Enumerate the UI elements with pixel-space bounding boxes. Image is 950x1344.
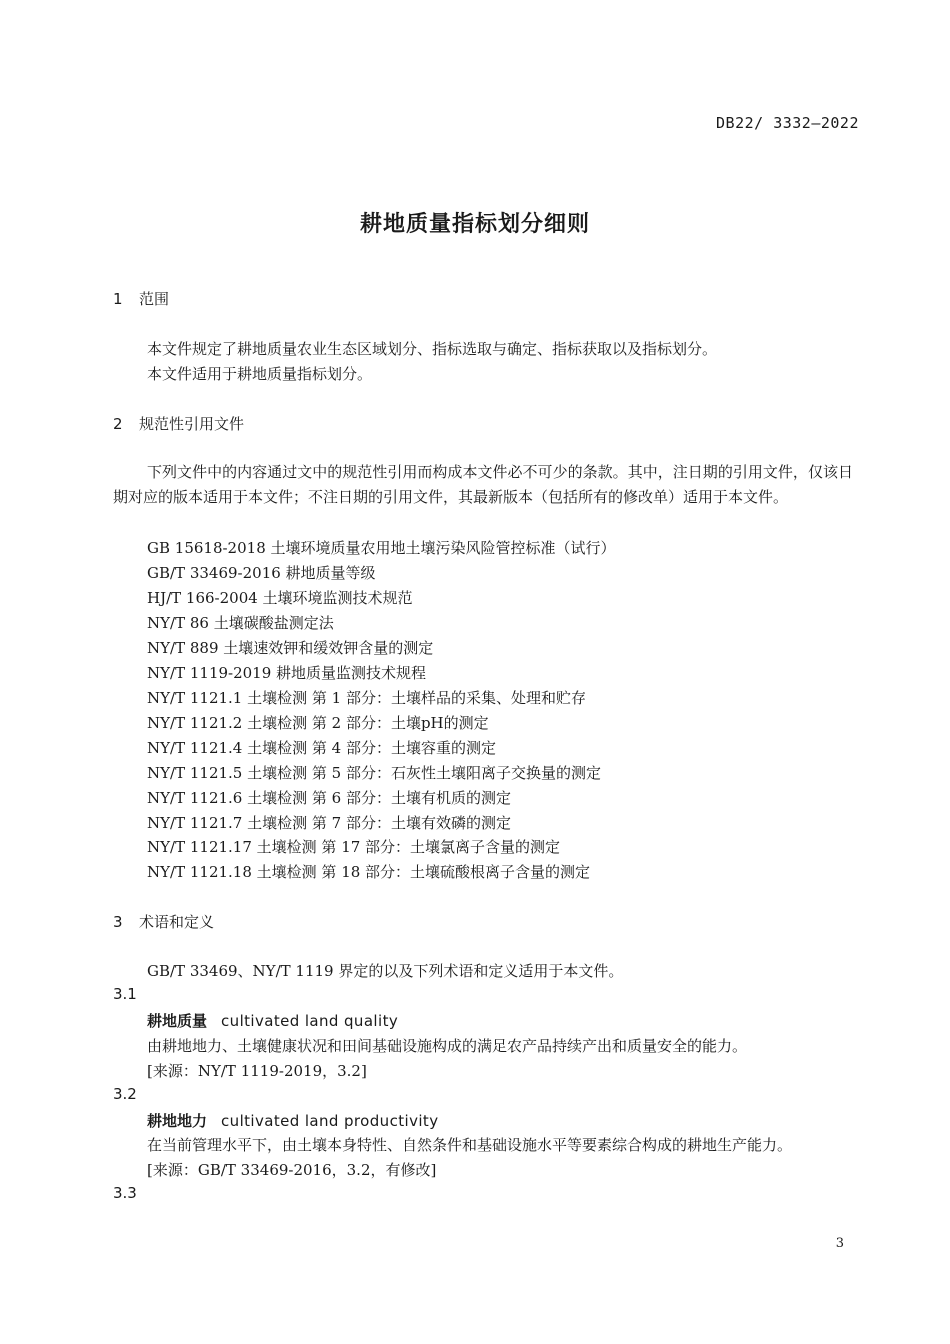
section-3-heading <box>113 911 214 932</box>
reference-item: NY/T 1121.4 土壤检测 第 4 部分：土壤容重的测定 <box>147 739 496 757</box>
section-title: 术语和定义 <box>139 913 215 931</box>
term-number: 3.2 <box>113 1085 137 1103</box>
term-number: 3.3 <box>113 1184 137 1202</box>
reference-item: GB/T 33469-2016 耕地质量等级 <box>147 564 376 582</box>
paragraph: 本文件适用于耕地质量指标划分。 <box>147 365 373 383</box>
reference-item: NY/T 1119-2019 耕地质量监测技术规程 <box>147 664 427 682</box>
reference-item: GB 15618-2018 土壤环境质量农用地土壤污染风险管控标准（试行） <box>147 539 616 557</box>
term-number: 3.1 <box>113 985 137 1003</box>
reference-item: NY/T 1121.1 土壤检测 第 1 部分：土壤样品的采集、处理和贮存 <box>147 689 586 707</box>
section-title: 范围 <box>139 290 170 308</box>
term-heading <box>147 1010 398 1031</box>
document-code: DB22/ 3332—2022 <box>716 114 859 132</box>
reference-item: NY/T 1121.17 土壤检测 第 17 部分：土壤氯离子含量的测定 <box>147 838 561 856</box>
term-name-cn: 耕地地力 <box>147 1112 208 1130</box>
reference-item: NY/T 1121.2 土壤检测 第 2 部分：土壤pH的测定 <box>147 714 489 732</box>
term-name-en: cultivated land quality <box>221 1012 399 1030</box>
document-title: 耕地质量指标划分细则 <box>359 212 590 237</box>
section-2-heading <box>113 413 244 434</box>
reference-item: HJ/T 166-2004 土壤环境监测技术规范 <box>147 589 413 607</box>
reference-item: NY/T 1121.18 土壤检测 第 18 部分：土壤硫酸根离子含量的测定 <box>147 863 591 881</box>
page-number: 3 <box>835 1236 844 1251</box>
term-source: [来源：NY/T 1119-2019，3.2] <box>147 1062 367 1080</box>
term-name-en: cultivated land productivity <box>221 1112 439 1130</box>
term-source: [来源：GB/T 33469-2016，3.2，有修改] <box>147 1161 437 1179</box>
section-title: 规范性引用文件 <box>139 415 245 433</box>
paragraph: 本文件规定了耕地质量农业生态区域划分、指标选取与确定、指标获取以及指标划分。 <box>147 340 718 358</box>
term-definition: 在当前管理水平下，由土壤本身特性、自然条件和基础设施水平等要素综合构成的耕地生产能力。 <box>147 1136 793 1154</box>
reference-item: NY/T 86 土壤碳酸盐测定法 <box>147 614 334 632</box>
reference-item: NY/T 1121.5 土壤检测 第 5 部分：石灰性土壤阳离子交换量的测定 <box>147 764 601 782</box>
section-number: 3 <box>113 913 123 931</box>
section-number: 1 <box>113 290 123 308</box>
term-name-cn: 耕地质量 <box>147 1012 208 1030</box>
term-definition: 由耕地地力、土壤健康状况和田间基础设施构成的满足农产品持续产出和质量安全的能力。 <box>147 1037 748 1055</box>
reference-item: NY/T 1121.7 土壤检测 第 7 部分：土壤有效磷的测定 <box>147 814 511 832</box>
intro-paragraph: 下列文件中的内容通过文中的规范性引用而构成本文件必不可少的条款。其中，注日期的引用文件，仅该日期对应的版本适用于本文件；不注日期的引用文件，其最新版本（包括所有的修改单）适用于本文件。 <box>113 463 853 506</box>
reference-item: NY/T 889 土壤速效钾和缓效钾含量的测定 <box>147 639 434 657</box>
reference-item: NY/T 1121.6 土壤检测 第 6 部分：土壤有机质的测定 <box>147 789 511 807</box>
term-heading <box>147 1110 438 1131</box>
section-1-heading <box>113 288 169 309</box>
section-number: 2 <box>113 415 123 433</box>
intro-paragraph: GB/T 33469、NY/T 1119 界定的以及下列术语和定义适用于本文件。 <box>147 962 624 980</box>
